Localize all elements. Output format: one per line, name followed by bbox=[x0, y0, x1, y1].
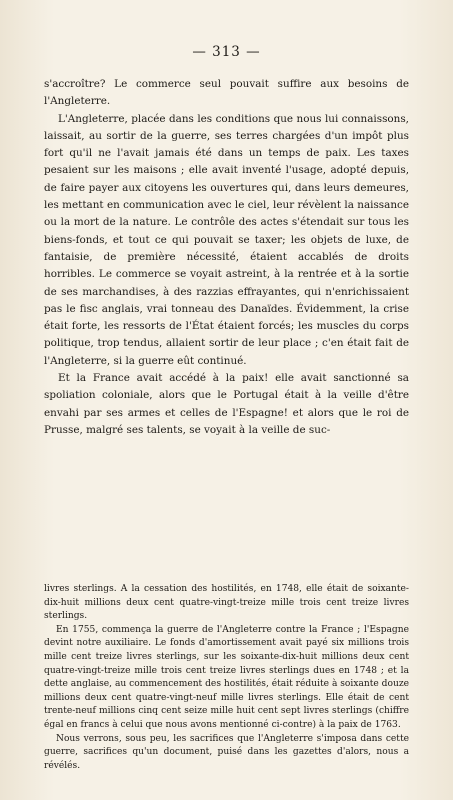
footnotes bbox=[44, 583, 409, 773]
footnote-paragraph-3: Nous verrons, sous peu, les sacrifices que l'Angleterre s'imposa dans cette guerre, sacrifices qu'un document, puisé dans les gazettes d'alors, nous a révélés. bbox=[44, 733, 409, 771]
paragraph-3: Et la France avait accédé à la paix! elle avait sanctionné sa spoliation coloniale, alors que le Portugal était à la veille d'être envahi par ses armes et celles de l'Espagne! et alors que le roi de Prusse, malgré ses talents, se voyait à la veille de suc- bbox=[44, 372, 409, 436]
paragraph-2: L'Angleterre, placée dans les conditions que nous lui connaissons, laissait, au sortir de la guerre, ses terres chargées d'un impôt plus fort qu'il ne l'avait jamais été dans un temps de paix. Les taxes pesaient sur les maisons ; elle avait inventé l'usage, adopté depuis, de faire payer aux citoyens les ouvertures qui, dans leurs demeures, les mettant en communication avec le ciel, leur révèlent la naissance ou la mort de la nature. Le contrôle des actes s'étendait sur tous les biens-fonds, et tout ce qui pouvait se taxer; les objets de luxe, de fantaisie, de première nécessité, étaient accablés de droits horribles. Le commerce se voyait astreint, à la rentrée et à la sortie de ses marchandises, à des razzias effrayantes, qui n'enrichissaient pas le fisc anglais, vrai tonneau des Danaïdes. Évidemment, la crise était forte, les ressorts de l'État étaient forcés; les muscles du corps politique, trop tendus, allaient sortir de leur place ; c'en était fait de l'Angleterre, si la guerre eût continué. bbox=[44, 112, 409, 367]
paragraph-1: s'accroître? Le commerce seul pouvait suffire aux besoins de l'Angleterre. bbox=[44, 78, 409, 108]
footnote-continuation: livres sterlings. A la cessation des hostilités, en 1748, elle était de soixante-dix-huit millions deux cent quatre-vingt-treize mille trois cent treize livres sterlings. bbox=[44, 584, 409, 622]
main-text bbox=[44, 76, 409, 439]
page-number: — 313 — bbox=[192, 44, 261, 60]
footnote-paragraph-2: En 1755, commença la guerre de l'Angleterre contre la France ; l'Espagne devint notre auxiliaire. Le fonds d'amortissement avait payé six millions trois mille cent treize livres sterlings, sur les soixante-dix-huit millions deux cent quatre-vingt-treize mille trois cent treize livres sterlings dues en 1748 ; et la dette anglaise, au commencement des hostilités, était réduite à soixante douze millions deux cent quatre-vingt-neuf mille livres sterlings. Elle était de cent trente-neuf millions cinq cent seize mille huit cent sept livres sterlings (chiffre égal en francs à celui que nous avons mentionné ci-contre) à la paix de 1763. bbox=[44, 624, 409, 730]
